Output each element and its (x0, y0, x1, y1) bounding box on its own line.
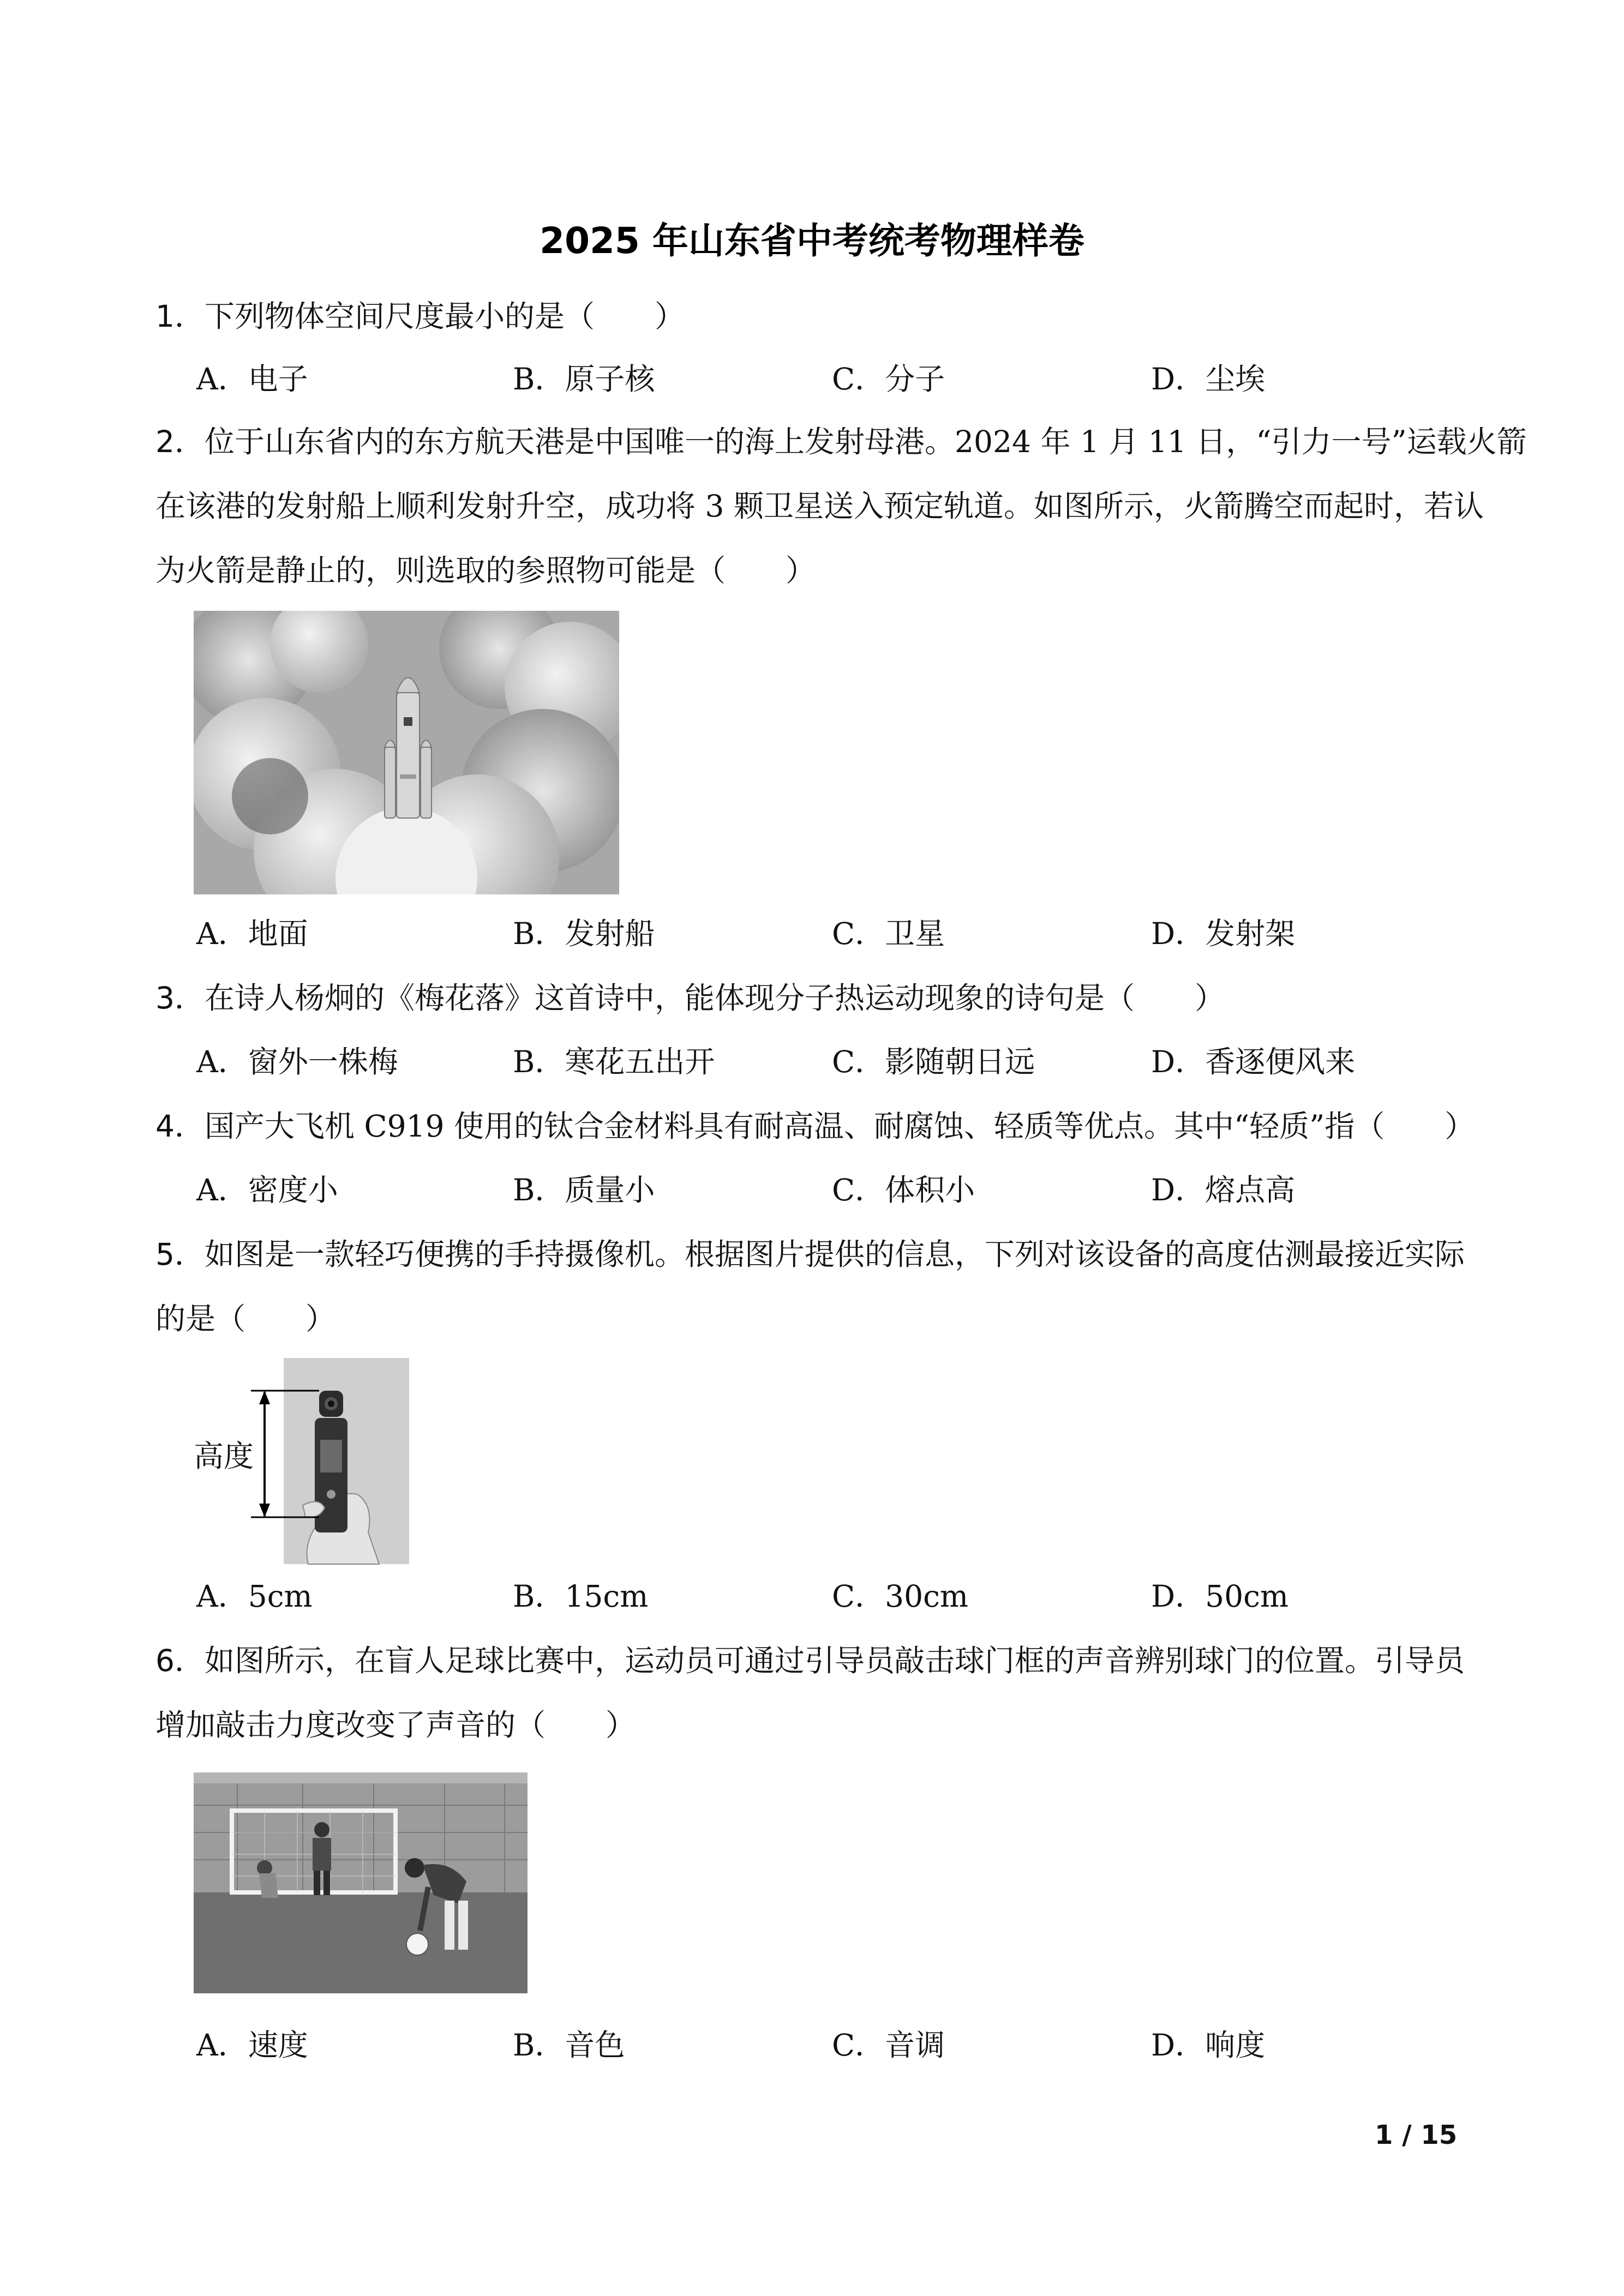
question-6-stem-line-2: 增加敲击力度改变了声音的（ ） (155, 1708, 636, 1742)
question-6-stem: 6．如图所示，在盲人足球比赛中，运动员可通过引导员敲击球门框的声音辨别球门的位置。引导员 (155, 1643, 1465, 1678)
option-c: C．分子 (832, 362, 945, 396)
option-b: B．寒花五出开 (513, 1044, 715, 1079)
option-c: C．体积小 (832, 1173, 975, 1207)
camera-height-figure (194, 1358, 412, 1565)
question-number: 2． (155, 424, 205, 459)
option-b: B．原子核 (513, 362, 655, 396)
option-b: B．发射船 (513, 916, 655, 951)
question-2-stem-line-2: 在该港的发射船上顺利发射升空，成功将 3 颗卫星送入预定轨道。如图所示，火箭腾空而起时，若认 (155, 489, 1484, 524)
question-number: 3． (155, 981, 205, 1015)
question-5-stem: 5．如图是一款轻巧便携的手持摄像机。根据图片提供的信息，下列对该设备的高度估测最接近实际 (155, 1237, 1465, 1272)
option-a: A．地面 (196, 916, 308, 951)
option-b: B．15cm (513, 1579, 649, 1614)
option-b: B．音色 (513, 2028, 625, 2063)
page-title: 2025 年山东省中考统考物理样卷 (540, 220, 1084, 262)
option-b: B．质量小 (513, 1173, 655, 1207)
option-a: A．速度 (196, 2028, 308, 2063)
option-d: D．尘埃 (1151, 362, 1266, 396)
question-4-stem: 4．国产大飞机 C919 使用的钛合金材料具有耐高温、耐腐蚀、轻质等优点。其中“轻质”指（ ） (155, 1109, 1475, 1144)
question-1-stem: 1．下列物体空间尺度最小的是（ ） (155, 299, 685, 334)
question-5-stem-line-2: 的是（ ） (155, 1301, 336, 1336)
option-a: A．密度小 (196, 1173, 338, 1207)
option-a: A．窗外一株梅 (196, 1044, 398, 1079)
question-2-stem: 2．位于山东省内的东方航天港是中国唯一的海上发射母港。2024 年 1 月 11 日，“引力一号”运载火箭 (155, 424, 1527, 459)
option-d: D．发射架 (1151, 916, 1296, 951)
option-a: A．5cm (196, 1579, 313, 1614)
option-c: C．30cm (832, 1579, 969, 1614)
option-d: D．香逐便风来 (1151, 1044, 1356, 1079)
option-d: D．50cm (1151, 1579, 1289, 1614)
blind-football-image (194, 1772, 528, 1993)
option-a: A．电子 (196, 362, 308, 396)
question-number: 1． (155, 299, 205, 334)
question-3-stem: 3．在诗人杨炯的《梅花落》这首诗中，能体现分子热运动现象的诗句是（ ） (155, 981, 1225, 1015)
option-c: C．影随朝日远 (832, 1044, 1035, 1079)
option-c: C．音调 (832, 2028, 945, 2063)
question-number: 4． (155, 1109, 205, 1144)
option-d: D．熔点高 (1151, 1173, 1296, 1207)
rocket-launch-image (194, 611, 619, 894)
option-d: D．响度 (1151, 2028, 1266, 2063)
option-c: C．卫星 (832, 916, 945, 951)
question-number: 5． (155, 1237, 205, 1272)
page-number: 1 / 15 (1375, 2120, 1458, 2150)
question-number: 6． (155, 1643, 205, 1678)
figure-label-height: 高度 (194, 1434, 254, 1478)
question-2-stem-line-3: 为火箭是静止的，则选取的参照物可能是（ ） (155, 553, 816, 588)
